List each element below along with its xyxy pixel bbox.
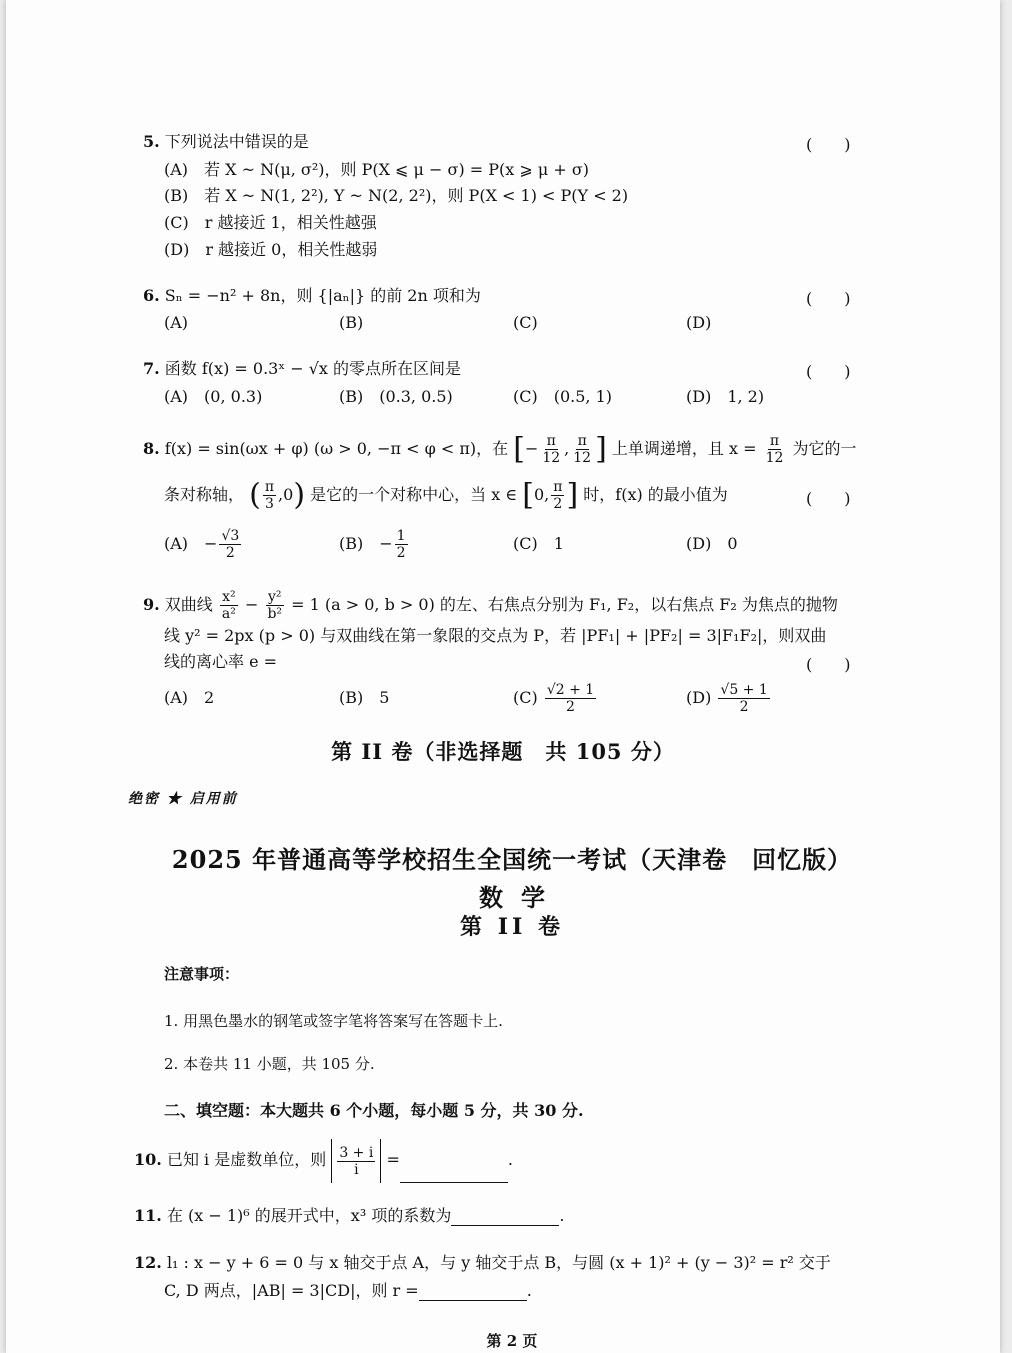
option-b: (B) (0.3, 0.5) — [339, 387, 453, 406]
option-c: (C) 1 — [513, 534, 564, 553]
answer-parentheses: ( ) — [806, 135, 851, 154]
numerator: 1 — [396, 528, 406, 544]
paren-bracket: ) — [293, 477, 306, 513]
option-c: (C) (0.5, 1) — [513, 387, 613, 406]
question-text: 上单调递增，且 x = — [611, 439, 757, 458]
question-text: 时，f(x) 的最小值为 — [583, 485, 728, 504]
numerator: √3 — [221, 528, 240, 544]
question-number: 7. — [143, 359, 160, 378]
period: . — [559, 1206, 565, 1225]
option-a — [164, 522, 243, 566]
fraction-pi-3 — [263, 479, 276, 512]
option-a: (A) (0, 0.3) — [164, 387, 263, 406]
part-2-heading: 二、填空题：本大题共 6 个小题，每小题 5 分，共 30 分. — [164, 1101, 584, 1120]
denominator: i — [354, 1161, 359, 1178]
numerator: x² — [222, 589, 236, 605]
exam-page — [6, 0, 1000, 1353]
option-a: (A) — [164, 313, 189, 332]
denominator: 3 — [264, 496, 274, 512]
period: . — [526, 1281, 532, 1300]
question-5-stem — [143, 132, 309, 152]
question-text: 已知 i 是虚数单位，则 — [166, 1150, 327, 1169]
question-text: C, D 两点，|AB| = 3|CD|，则 r = — [164, 1281, 419, 1300]
interval-bracket: [ — [513, 431, 525, 467]
option-b: (B) 若 X ~ N(1, 2²), Y ~ N(2, 2²)，则 P(X < 1) < P(Y < 2) — [164, 186, 629, 205]
question-text: 在 (x − 1)⁶ 的展开式中，x³ 项的系数为 — [166, 1206, 452, 1225]
denominator: 2 — [396, 545, 406, 561]
zero: 0 — [283, 485, 294, 504]
question-number: 11. — [134, 1206, 162, 1225]
notice-item: 1. 用黑色墨水的钢笔或签字笔将答案写在答题卡上. — [164, 1012, 503, 1030]
question-8-line-1: 8. f(x) = sin(ωx + φ) (ω > 0, −π < φ < π)，在 [− $\frac{\pi}{12}$ , $\frac{\pi}{12}$ ] 上单调递增，且 x = $\frac{\pi}{12}$ 为它的一 — [143, 431, 857, 467]
question-text: Sₙ = −n² + 8n，则 {|aₙ|} 的前 2n 项和为 — [164, 286, 481, 305]
question-number: 6. — [143, 286, 160, 305]
numerator: π — [546, 433, 556, 449]
option-b: (B) 5 — [339, 688, 390, 707]
option-b: (B) — [339, 313, 364, 332]
question-text: 条对称轴， — [164, 485, 245, 504]
fraction-3-plus-i-over-i — [337, 1145, 375, 1178]
section-2-title: 第 II 卷（非选择题 共 105 分） — [331, 739, 675, 764]
fraction-y2-b2 — [265, 589, 284, 622]
option-b — [339, 522, 410, 566]
fraction-pi-2 — [551, 479, 564, 512]
numerator: 3 + i — [339, 1144, 374, 1161]
option-label: (A) − — [164, 534, 218, 553]
question-number: 10. — [134, 1150, 162, 1169]
absolute-value — [331, 1139, 381, 1183]
denominator: 2 — [225, 545, 235, 561]
question-text: f(x) = sin(ωx + φ) (ω > 0, −π < φ < π)，在 — [164, 439, 509, 458]
secret-label: 绝密 ★ 启用前 — [128, 791, 238, 807]
fraction-pi-12 — [540, 433, 562, 466]
answer-parentheses: ( ) — [806, 489, 851, 508]
question-8-line-2: 条对称轴， ( $\frac{\pi}{3}$ ,0) 是它的一个对称中心，当 x ∈ [0, $\frac{\pi}{2}$ ] 时，f(x) 的最小值为 — [164, 477, 728, 513]
period: . — [507, 1150, 513, 1169]
option-d — [686, 676, 772, 720]
option-label: (B) − — [339, 534, 393, 553]
numerator: π — [553, 479, 563, 495]
question-9-line-2: 线 y² = 2px (p > 0) 与双曲线在第一象限的交点为 P，若 |PF₁| + |PF₂| = 3|F₁F₂|，则双曲 — [164, 626, 827, 645]
answer-blank — [419, 1284, 527, 1301]
answer-parentheses: ( ) — [806, 362, 851, 381]
question-number: 12. — [134, 1253, 162, 1272]
zero: 0 — [533, 485, 545, 504]
notice-heading: 注意事项： — [164, 965, 240, 983]
question-number: 9. — [143, 595, 160, 614]
answer-parentheses: ( ) — [806, 289, 851, 308]
fraction-1-2 — [395, 528, 408, 561]
denominator: 12 — [573, 450, 592, 466]
question-text: 为它的一 — [792, 439, 857, 458]
answer-blank — [400, 1166, 508, 1183]
option-a: (A) 若 X ~ N(μ, σ²)，则 P(X ⩽ μ − σ) = P(x ⩾ μ + σ) — [164, 160, 590, 179]
question-number: 5. — [143, 132, 160, 151]
question-text: 双曲线 — [164, 595, 213, 614]
interval-bracket: ] — [595, 431, 607, 467]
option-d: (D) 0 — [686, 534, 738, 553]
question-text: l₁ : x − y + 6 = 0 与 x 轴交于点 A，与 y 轴交于点 B，与圆 (x + 1)² + (y − 3)² = r² 交于 — [166, 1253, 831, 1272]
volume-title: 第 II 卷 — [460, 914, 564, 940]
denominator: 2 — [566, 699, 575, 715]
option-label: (D) — [686, 688, 712, 707]
question-10 — [134, 1138, 513, 1183]
denominator: 2 — [739, 699, 749, 715]
question-text: = 1 (a > 0, b > 0) 的左、右焦点分别为 F₁, F₂，以右焦点 F₂ 为焦点的抛物 — [291, 595, 838, 614]
denominator: 12 — [765, 450, 784, 466]
question-12-line-1 — [134, 1253, 831, 1273]
answer-parentheses: ( ) — [806, 655, 851, 674]
question-12-line-2 — [164, 1281, 532, 1301]
option-label: (C) — [513, 688, 538, 707]
answer-blank — [451, 1209, 559, 1226]
interval-bracket: ] — [566, 477, 579, 513]
equals-sign: = — [386, 1150, 400, 1169]
question-9-line-1: 9. 双曲线 $\frac{\text{x²}}{\text{a²}}$ − $\frac{\text{y²}}{\text{b²}}$ = 1 (a > 0, b > 0) 的左、右焦点分别为 F₁, F₂，以右焦点 F₂ 为焦点的抛物 — [143, 589, 838, 622]
question-number: 8. — [143, 439, 160, 458]
fraction-pi-12 — [764, 433, 786, 466]
paren-bracket: ( — [249, 477, 261, 513]
notice-item: 2. 本卷共 11 小题，共 105 分. — [164, 1055, 375, 1073]
fraction-sqrt3-2 — [219, 528, 241, 561]
interval-bracket: [ — [522, 477, 534, 513]
option-c — [513, 676, 598, 720]
question-9-line-3: 线的离心率 e = — [164, 652, 278, 671]
question-7-stem — [143, 359, 461, 379]
option-d: (D) — [686, 313, 712, 332]
minus-sign: − — [524, 439, 539, 458]
denominator: 12 — [542, 450, 561, 466]
question-6-stem — [143, 286, 481, 306]
subject-title: 数学 — [479, 883, 563, 912]
denominator: b² — [267, 606, 283, 622]
question-text: 是它的一个对称中心，当 x ∈ — [310, 485, 518, 504]
denominator: a² — [221, 606, 236, 622]
numerator: √2 + 1 — [546, 682, 595, 698]
exam-title: 2025 年普通高等学校招生全国统一考试（天津卷 回忆版） — [171, 845, 853, 874]
option-d: (D) r 越接近 0，相关性越弱 — [164, 240, 378, 259]
numerator: y² — [267, 589, 282, 605]
question-text: 下列说法中错误的是 — [164, 132, 309, 151]
fraction-sqrt5-plus-1 — [718, 682, 769, 715]
option-a: (A) 2 — [164, 688, 215, 707]
option-c: (C) — [513, 313, 538, 332]
fraction-sqrt2-plus-1 — [545, 682, 596, 715]
question-text: 函数 f(x) = 0.3ˣ − √x 的零点所在区间是 — [164, 359, 462, 378]
option-d: (D) 1, 2) — [686, 387, 765, 406]
numerator: π — [577, 433, 587, 449]
denominator: 2 — [553, 496, 563, 512]
numerator: π — [769, 433, 780, 449]
numerator: √5 + 1 — [720, 682, 768, 698]
page-number: 第 2 页 — [486, 1332, 538, 1350]
numerator: π — [264, 479, 275, 495]
fraction-x2-a2 — [220, 589, 238, 622]
question-11 — [134, 1206, 564, 1226]
option-c: (C) r 越接近 1，相关性越强 — [164, 213, 377, 232]
fraction-pi-12 — [571, 433, 593, 466]
